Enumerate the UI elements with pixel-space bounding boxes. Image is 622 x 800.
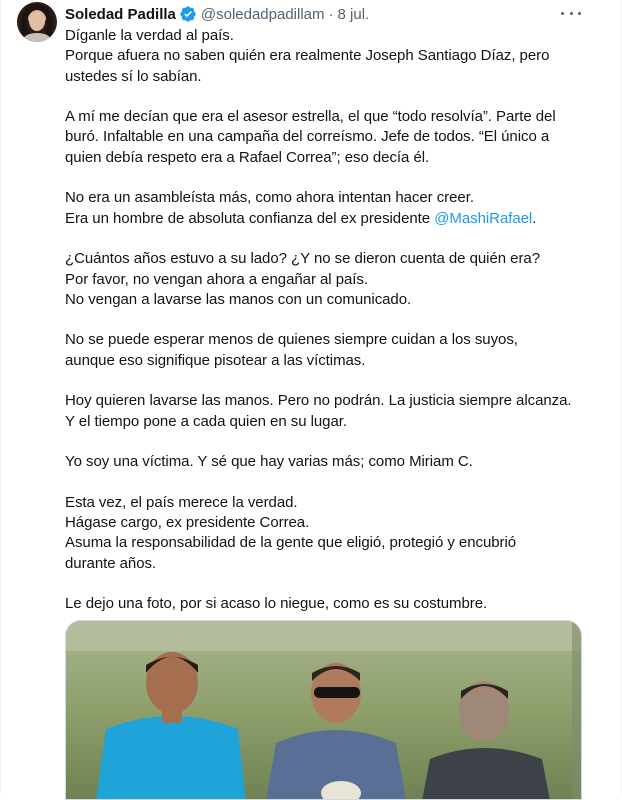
paragraph-5: [65, 330, 591, 371]
paragraph-1: [65, 26, 591, 87]
paragraph-9: [65, 594, 591, 614]
text-line: Díganle la verdad al país.: [65, 27, 234, 44]
text-fragment: .: [532, 209, 537, 227]
text-line: Yo soy una víctima. Y sé que hay varias más; como Miriam C.: [65, 453, 473, 471]
text-line: Y el tiempo pone a cada quien en su lugar.: [65, 412, 347, 430]
text-line: quien debía respeto era a Rafael Correa”; eso decía él.: [65, 148, 430, 166]
text-line: Hágase cargo, ex presidente Correa.: [65, 514, 310, 532]
display-name[interactable]: Soledad Padilla: [65, 5, 176, 23]
text-line: Esta vez, el país merece la verdad.: [65, 493, 298, 511]
text-line: No era un asambleísta más, como ahora intentan hacer creer.: [65, 189, 474, 207]
text-line: buró. Infaltable en una campaña del correísmo. Jefe de todos. “El único a: [65, 128, 550, 146]
separator-dot: ·: [328, 5, 334, 23]
tweet-text: [65, 26, 591, 635]
text-line: durante años.: [65, 554, 157, 572]
paragraph-2: [65, 107, 591, 168]
text-line: ¿Cuántos años estuvo a su lado? ¿Y no se dieron cuenta de quién era?: [65, 250, 540, 268]
text-line: ustedes sí lo sabían.: [65, 67, 202, 85]
tweet-header: [65, 4, 369, 24]
text-line: No se puede esperar menos de quienes siempre cuidan a los suyos,: [65, 331, 518, 349]
paragraph-4: [65, 249, 591, 310]
text-line: aunque eso signifique pisotear a las víctimas.: [65, 351, 366, 369]
text-line: A mí me decían que era el asesor estrella, el que “todo resolvía”. Parte del: [65, 108, 556, 126]
text-line: Porque afuera no saben quién era realmente Joseph Santiago Díaz, pero: [65, 47, 550, 65]
text-line: No vengan a lavarse las manos con un comunicado.: [65, 290, 412, 308]
author-handle[interactable]: @soledadpadillam: [200, 5, 325, 23]
verified-badge-icon[interactable]: [179, 5, 197, 23]
avatar-shirt: [23, 33, 51, 42]
timestamp[interactable]: 8 jul.: [337, 5, 370, 23]
avatar[interactable]: [17, 2, 57, 42]
photo-illustration: [66, 621, 582, 800]
more-options-icon[interactable]: [561, 6, 581, 20]
text-line: [65, 209, 591, 229]
text-line: Le dejo una foto, por si acaso lo niegue, como es su costumbre.: [65, 595, 488, 613]
text-line: Por favor, no vengan ahora a engañar al país.: [65, 270, 368, 288]
paragraph-7: [65, 452, 591, 472]
text-fragment: Era un hombre de absoluta confianza del ex presidente: [65, 209, 435, 227]
text-line: Asuma la responsabilidad de la gente que eligió, protegió y encubrió: [65, 534, 517, 552]
paragraph-3: [65, 188, 591, 229]
paragraph-8: [65, 493, 591, 574]
mention-link[interactable]: @MashiRafael: [434, 209, 533, 227]
paragraph-6: [65, 391, 591, 432]
text-line: Hoy quieren lavarse las manos. Pero no podrán. La justicia siempre alcanza.: [65, 392, 572, 410]
tweet-photo[interactable]: [65, 620, 582, 800]
avatar-face: [29, 11, 45, 31]
